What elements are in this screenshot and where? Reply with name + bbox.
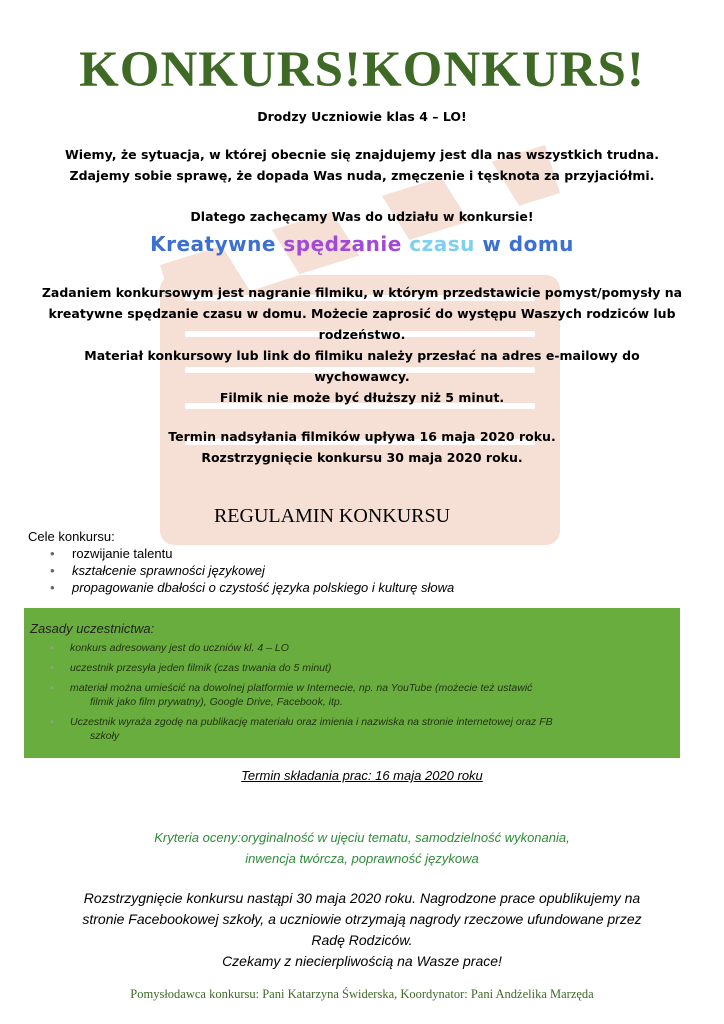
rules-box	[24, 608, 680, 758]
list-item	[70, 661, 660, 675]
deadline-line: Rozstrzygnięcie konkursu 30 maja 2020 roku.	[201, 450, 523, 465]
body-line: Zadaniem konkursowym jest nagranie filmiku, w którym przedstawicie pomyst/pomysły na	[41, 285, 683, 300]
list-item: • rozwijanie talentu	[72, 545, 688, 562]
theme-part: czasu	[409, 232, 483, 256]
invite-text: Dlatego zachęcamy Was do udziału w konkursie!	[190, 209, 534, 224]
closing-text	[0, 888, 724, 972]
footer-credits: Pomysłodawca konkursu: Pani Katarzyna Świderska, Koordynator: Pani Andżelika Marzęda	[130, 987, 594, 1001]
regulations-title: REGULAMIN KONKURSU	[213, 505, 451, 527]
rule-text: materiał można umieścić na dowolnej platformie w Internecie, np. na YouTube (możecie też ustawić	[70, 682, 533, 694]
rule-text: konkurs adresowany jest do uczniów kl. 4 – LO	[70, 642, 289, 654]
goals-section	[28, 528, 688, 596]
criteria-line: Kryteria oceny:oryginalność w ujęciu tematu, samodzielność wykonania,	[154, 830, 570, 845]
theme-part: spędzanie	[283, 232, 410, 256]
rules-heading: Zasady uczestnictwa:	[30, 621, 155, 636]
rule-text: szkoły	[90, 730, 120, 742]
body-line: wychowawcy.	[314, 369, 410, 384]
theme-part: Kreatywne	[150, 232, 284, 256]
goals-list	[28, 545, 688, 596]
body-line: Materiał konkursowy lub link do filmiku należy przesłać na adres e-mailowy do	[84, 348, 640, 363]
rule-text: uczestnik przesyła jeden filmik (czas trwania do 5 minut)	[70, 662, 332, 674]
closing-line: Radę Rodziców.	[311, 932, 413, 948]
page-title: KONKURS!KONKURS!	[79, 42, 645, 98]
closing-line: Czekamy z niecierpliwością na Wasze prace!	[222, 953, 502, 969]
task-description	[0, 282, 724, 408]
body-line: kreatywne spędzanie czasu w domu. Możecie zaprosić do występu Waszych rodziców lub	[48, 306, 676, 321]
deadline-line: Termin nadsyłania filmików upływa 16 maja 2020 roku.	[168, 429, 556, 444]
list-item	[70, 681, 660, 709]
rules-list	[70, 641, 660, 749]
goals-heading: Cele konkursu:	[28, 529, 115, 544]
list-item: • propagowanie dbałości o czystość języka polskiego i kulturę słowa	[72, 579, 688, 596]
deadline-info	[0, 426, 724, 468]
theme-part: w domu	[482, 232, 574, 256]
list-item: • kształcenie sprawności językowej	[72, 562, 688, 579]
body-line: Filmik nie może być dłuższy niż 5 minut.	[219, 390, 505, 405]
contest-theme	[0, 228, 724, 260]
body-line: rodzeństwo.	[318, 327, 406, 342]
rule-text: filmik jako film prywatny), Google Drive, Facebook, itp.	[90, 696, 343, 708]
criteria-line: inwencja twórcza, poprawność językowa	[245, 851, 479, 866]
submission-deadline: Termin składania prac: 16 maja 2020 roku	[241, 768, 483, 783]
list-item	[70, 715, 660, 743]
closing-line: Rozstrzygnięcie konkursu nastąpi 30 maja 2020 roku. Nagrodzone prace opublikujemy na	[83, 890, 641, 906]
intro-line: Zdajemy sobie sprawę, że dopada Was nuda, zmęczenie i tęsknota za przyjaciółmi.	[69, 168, 655, 183]
greeting: Drodzy Uczniowie klas 4 – LO!	[257, 109, 467, 124]
list-item	[70, 641, 660, 655]
intro-text	[0, 144, 724, 186]
evaluation-criteria	[0, 827, 724, 869]
rule-text: Uczestnik wyraża zgodę na publikację materiału oraz imienia i nazwiska na stronie internetowej oraz FB	[70, 716, 553, 728]
closing-line: stronie Facebookowej szkoły, a uczniowie otrzymają nagrody rzeczowe ufundowane przez	[82, 911, 642, 927]
intro-line: Wiemy, że sytuacja, w której obecnie się znajdujemy jest dla nas wszystkich trudna.	[65, 147, 659, 162]
